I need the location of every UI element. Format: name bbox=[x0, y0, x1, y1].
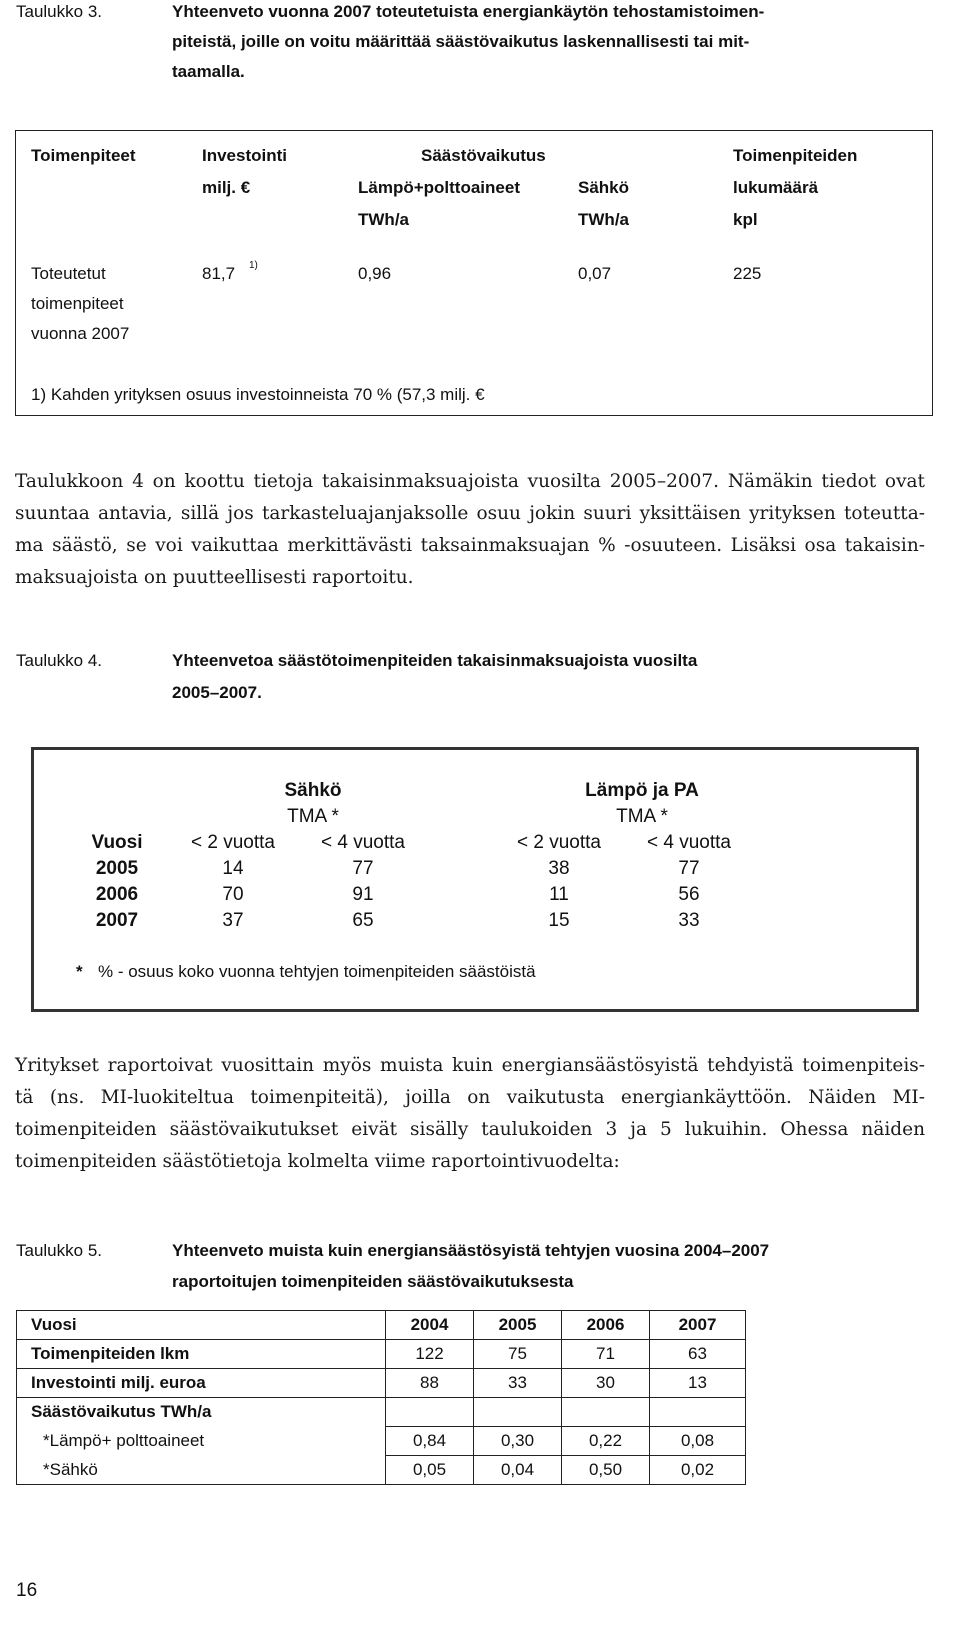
table5-row-label: *Sähkö bbox=[17, 1456, 386, 1485]
table4-row-2006-s4: 91 bbox=[352, 884, 374, 905]
table4-row-2006-year: 2006 bbox=[95, 884, 139, 905]
table4-row-2006-s2: 70 bbox=[222, 884, 244, 905]
table4-col-lampo-lt4: < 4 vuotta bbox=[647, 832, 731, 853]
table3-footnote: 1) Kahden yrityksen osuus investoinneista 70 % (57,3 milj. € bbox=[31, 385, 485, 404]
paragraph-2 bbox=[15, 1050, 925, 1178]
table3-header-sahko-unit: TWh/a bbox=[578, 210, 629, 229]
table4-row-2005-s2: 14 bbox=[222, 858, 244, 879]
page-number: 16 bbox=[16, 1580, 38, 1601]
table5-caption-line-1: Yhteenveto muista kuin energiansäästösyistä tehtyjen vuosina 2004–2007 bbox=[172, 1241, 770, 1260]
table5-header-2004: 2004 bbox=[386, 1311, 474, 1340]
table4-row-2005-s4: 77 bbox=[352, 858, 374, 879]
table4-footnote-star: * bbox=[76, 962, 83, 981]
table5-cell: 0,05 bbox=[386, 1456, 474, 1485]
table3-caption-line-1: Yhteenveto vuonna 2007 toteutetuista energiankäytön tehostamistoimen- bbox=[172, 2, 765, 21]
table4-tma-sahko: TMA * bbox=[287, 806, 339, 827]
table3-header-saastovaikutus: Säästövaikutus bbox=[421, 146, 546, 165]
table3-value-lukumaara: 225 bbox=[733, 264, 762, 283]
table4-col-sahko-lt4: < 4 vuotta bbox=[321, 832, 405, 853]
table5-cell: 13 bbox=[650, 1369, 746, 1398]
table3-header-kpl: kpl bbox=[733, 210, 758, 229]
paragraph-2-line-4: toimenpiteiden säästötietoja kolmelta viime raportointivuodelta: bbox=[15, 1151, 620, 1172]
table4-row-2007-s2: 37 bbox=[222, 910, 244, 931]
table3-header-investointi-unit: milj. € bbox=[202, 178, 251, 197]
table3-header-investointi: Investointi bbox=[202, 146, 288, 165]
table4-col-lampo-lt2: < 2 vuotta bbox=[517, 832, 601, 853]
table5-header-2007: 2007 bbox=[650, 1311, 746, 1340]
table4-footnote: % - osuus koko vuonna tehtyjen toimenpiteiden säästöistä bbox=[98, 962, 536, 981]
table5-cell: 33 bbox=[474, 1369, 562, 1398]
paragraph-1-line-2: suuntaa antavia, sillä jos tarkasteluajanjaksolle osuu jokin suuri yksittäisen yrityksen toteutta- bbox=[15, 503, 925, 524]
table4-row-2007-year: 2007 bbox=[95, 910, 139, 931]
table5-cell: 0,84 bbox=[386, 1427, 474, 1456]
table3-header-toimenpiteet: Toimenpiteet bbox=[31, 146, 136, 165]
table3-header-lukumaara: lukumäärä bbox=[733, 178, 819, 197]
table3 bbox=[15, 130, 933, 416]
table5 bbox=[16, 1310, 746, 1485]
table3-caption-line-3: taamalla. bbox=[172, 62, 245, 81]
table4-tma-lampo: TMA * bbox=[616, 806, 668, 827]
paragraph-2-line-1: Yritykset raportoivat vuosittain myös muista kuin energiansäästösyistä tehdyistä toimenpiteis- bbox=[15, 1055, 925, 1076]
table3-header-sahko: Sähkö bbox=[578, 178, 630, 197]
table3-value-sahko: 0,07 bbox=[578, 264, 612, 283]
table4-row-2007-l2: 15 bbox=[548, 910, 570, 931]
paragraph-2-line-2: tä (ns. MI-luokiteltua toimenpiteitä), joilla on vaikutusta energiankäyttöön. Näiden MI- bbox=[15, 1087, 925, 1108]
paragraph-1-line-3: ma säästö, se voi vaikuttaa merkittävästi taksainmaksuajan % -osuuteen. Lisäksi osa takaisin- bbox=[15, 535, 925, 556]
table5-cell bbox=[386, 1398, 474, 1427]
table4-row-2007-s4: 65 bbox=[352, 910, 374, 931]
table5-header-label: Vuosi bbox=[17, 1311, 386, 1340]
table5-cell: 71 bbox=[562, 1340, 650, 1369]
paragraph-2-line-3: toimenpiteiden säästövaikutukset eivät sisälly taulukoiden 3 ja 5 lukuihin. Ohessa näiden bbox=[15, 1119, 925, 1140]
table3-value-investointi-note: 1) bbox=[249, 260, 258, 271]
table5-cell: 0,50 bbox=[562, 1456, 650, 1485]
table-row bbox=[17, 1398, 746, 1427]
table4-row-2005-l2: 38 bbox=[548, 858, 570, 879]
paragraph-1 bbox=[15, 466, 925, 594]
table5-caption-label: Taulukko 5. bbox=[16, 1241, 102, 1260]
table5-cell: 88 bbox=[386, 1369, 474, 1398]
table5-cell: 0,30 bbox=[474, 1427, 562, 1456]
table4 bbox=[31, 747, 919, 1012]
table3-header-lampo-unit: TWh/a bbox=[358, 210, 409, 229]
table5-cell: 0,04 bbox=[474, 1456, 562, 1485]
table4-row-2007-l4: 33 bbox=[678, 910, 700, 931]
table-row bbox=[17, 1456, 746, 1485]
table5-cell: 30 bbox=[562, 1369, 650, 1398]
table3-row-label-line-3: vuonna 2007 bbox=[31, 324, 130, 343]
paragraph-1-line-1: Taulukkoon 4 on koottu tietoja takaisinmaksuajoista vuosilta 2005–2007. Nämäkin tiedot ovat bbox=[15, 471, 925, 492]
table4-row-2006-l4: 56 bbox=[678, 884, 700, 905]
table5-header-2006: 2006 bbox=[562, 1311, 650, 1340]
table-row bbox=[17, 1369, 746, 1398]
table5-cell: 0,22 bbox=[562, 1427, 650, 1456]
table5-cell bbox=[474, 1398, 562, 1427]
table5-cell: 0,08 bbox=[650, 1427, 746, 1456]
table5-cell: 0,02 bbox=[650, 1456, 746, 1485]
table5-cell: 75 bbox=[474, 1340, 562, 1369]
table5-caption-line-2: raportoitujen toimenpiteiden säästövaikutuksesta bbox=[172, 1272, 574, 1291]
table4-row-2005-l4: 77 bbox=[678, 858, 700, 879]
table4-caption-line-1: Yhteenvetoa säästötoimenpiteiden takaisinmaksuajoista vuosilta bbox=[172, 651, 698, 670]
table5-row-label: Säästövaikutus TWh/a bbox=[17, 1398, 386, 1427]
table3-row-label-line-1: Toteutetut bbox=[31, 264, 106, 283]
table3-header-toimenpiteiden: Toimenpiteiden bbox=[733, 146, 858, 165]
table4-year-header: Vuosi bbox=[91, 832, 143, 853]
table-row bbox=[17, 1427, 746, 1456]
table5-row-label: Toimenpiteiden lkm bbox=[17, 1340, 386, 1369]
table5-row-label: *Lämpö+ polttoaineet bbox=[17, 1427, 386, 1456]
table-row bbox=[17, 1311, 746, 1340]
table4-row-2005-year: 2005 bbox=[95, 858, 139, 879]
table3-value-investointi: 81,7 bbox=[202, 264, 236, 283]
table5-cell bbox=[562, 1398, 650, 1427]
table5-header-2005: 2005 bbox=[474, 1311, 562, 1340]
table4-row-2006-l2: 11 bbox=[549, 884, 569, 905]
table3-caption-line-2: piteistä, joille on voitu määrittää säästövaikutus laskennallisesti tai mit- bbox=[172, 32, 750, 51]
table4-group-lampo: Lämpö ja PA bbox=[585, 780, 699, 801]
table3-value-lampo: 0,96 bbox=[358, 264, 392, 283]
table5-cell: 63 bbox=[650, 1340, 746, 1369]
table4-group-sahko: Sähkö bbox=[284, 780, 342, 801]
table3-header-lampo: Lämpö+polttoaineet bbox=[358, 178, 520, 197]
table3-row-label-line-2: toimenpiteet bbox=[31, 294, 124, 313]
table4-caption-line-2: 2005–2007. bbox=[172, 683, 262, 702]
table5-cell bbox=[650, 1398, 746, 1427]
table4-col-sahko-lt2: < 2 vuotta bbox=[191, 832, 275, 853]
table5-cell: 122 bbox=[386, 1340, 474, 1369]
table-row bbox=[17, 1340, 746, 1369]
paragraph-1-line-4: maksuajoista on puutteellisesti raportoitu. bbox=[15, 567, 414, 588]
table3-caption-label: Taulukko 3. bbox=[16, 2, 102, 21]
table4-caption-label: Taulukko 4. bbox=[16, 651, 102, 670]
table5-row-label: Investointi milj. euroa bbox=[17, 1369, 386, 1398]
